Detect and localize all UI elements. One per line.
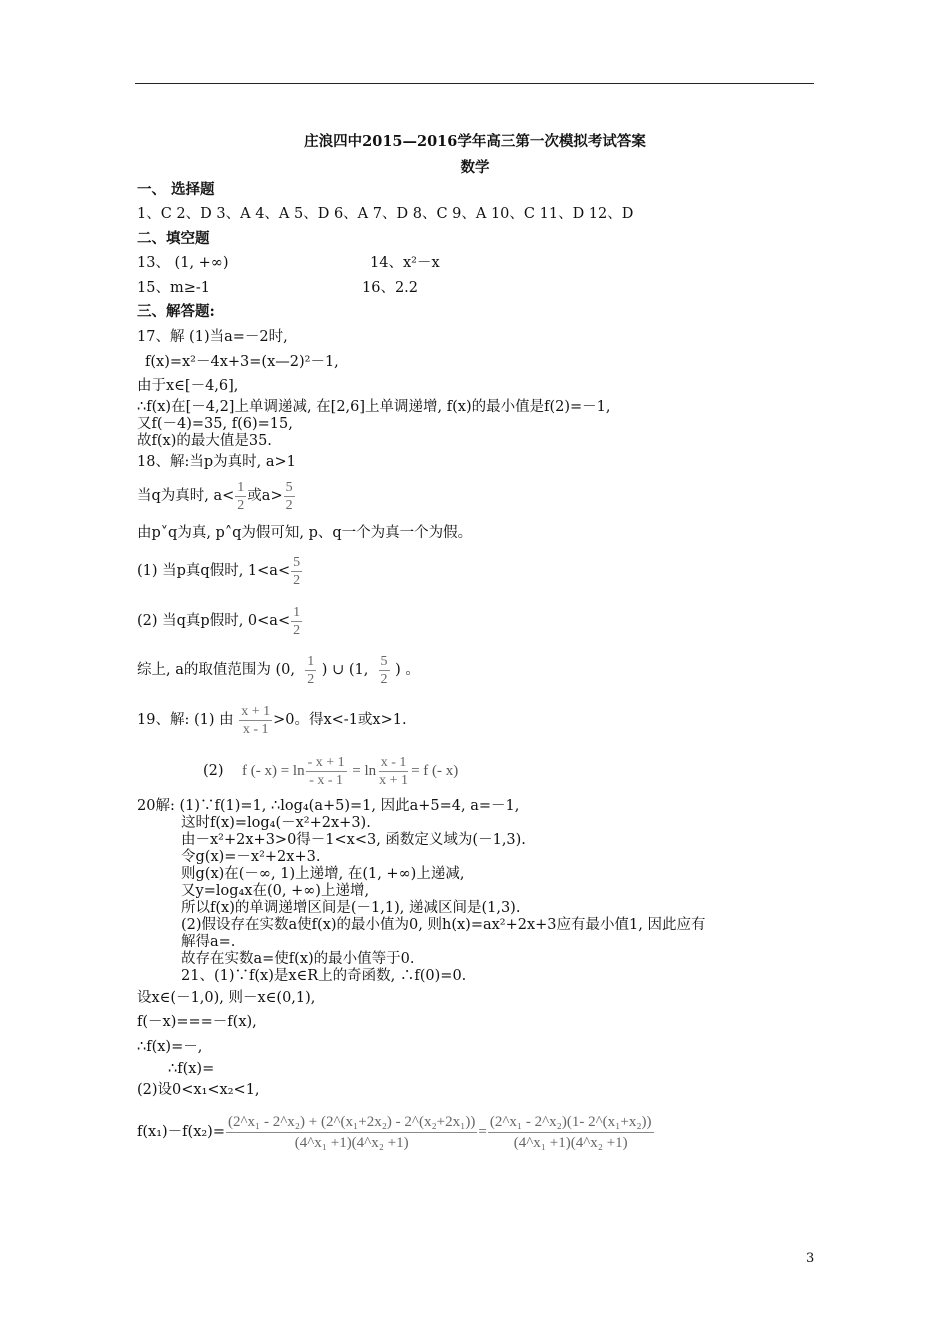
fill-13: 13、 (1, +∞) bbox=[137, 255, 229, 271]
section-solve: 三、解答题: bbox=[137, 303, 215, 320]
choice-answers: 1、C 2、D 3、A 4、A 5、D 6、A 7、D 8、C 9、A 10、C 11、D 12、D bbox=[137, 206, 634, 222]
fill-14: 14、x²－x bbox=[370, 255, 440, 271]
q21-line: f(－x)===－f(x), bbox=[137, 1014, 257, 1030]
fraction: $\frac{5}{2}$ bbox=[285, 479, 293, 513]
q21-line: 设x∈(－1,0), 则－x∈(0,1), bbox=[137, 990, 316, 1006]
q20-line: 这时f(x)=log₄(－x²+2x+3). bbox=[181, 815, 371, 831]
page-number: 3 bbox=[806, 1251, 815, 1266]
q21-line: ∴f(x)=－, bbox=[137, 1039, 203, 1055]
fraction: $\frac{x + 1}{x - 1}$ bbox=[241, 703, 271, 737]
q20-line: 21、(1)∵f(x)是x∈R上的奇函数, ∴f(0)=0. bbox=[181, 968, 467, 984]
fraction: $\frac{5}{2}$ bbox=[293, 554, 301, 588]
q21-formula: f(x₁)－f(x₂)= $\frac{\text{(2\textasciicircum{}x₁ - 2\textasciicircum{}x₂) + (2\textasciicircum{}(x₁+2x₂) - 2\textasciicircum{}(x₂+2x₁))}}{\text{(4\textasciicircum{}x₁ +1)(4\textasciicircum{}x₂ +1)}}$ = $\frac{\text{(2\textasciicircum{}x₁ - 2\textasciicircum{}x₂)(1- 2\textasciicircum{}(x₁+x₂))}}{\text{(4\textasciicircum{}x₁ +1)(4\textasciicircum{}x₂ +1)}}$ bbox=[137, 1113, 652, 1151]
q17-line: f(x)=x²－4x+3=(x—2)²－1, bbox=[145, 354, 339, 370]
fill-16: 16、2.2 bbox=[362, 280, 419, 296]
q18-line-1: 18、解:当p为真时, a>1 bbox=[137, 454, 296, 470]
fraction: $\frac{x - 1}{x + 1}$ bbox=[379, 754, 409, 788]
q20-line: 令g(x)=－x²+2x+3. bbox=[181, 849, 321, 865]
q17-line: 故f(x)的最大值是35. bbox=[137, 433, 272, 449]
fraction: $\frac{5}{2}$ bbox=[380, 653, 388, 687]
q18-line-3: 由p˅q为真, p˄q为假可知, p、q一个为真一个为假。 bbox=[137, 525, 473, 541]
q21-line: (2)设0<x₁<x₂<1, bbox=[137, 1082, 260, 1098]
q17-line: 由于x∈[－4,6], bbox=[137, 378, 239, 394]
q20-line: 由－x²+2x+3>0得－1<x<3, 函数定义域为(－1,3). bbox=[181, 832, 526, 848]
q18-line-6: 综上, a的取值范围为 (0, $\frac{1}{2}$ ) ∪ (1, $\frac{5}{2}$ ) 。 bbox=[137, 653, 420, 687]
q19-line-1: 19、解: (1) 由 $\frac{x + 1}{x - 1}$ >0。得x<-1或x>1. bbox=[137, 703, 407, 737]
q18-line-2: 当q为真时, a< $\frac{1}{2}$ 或a> $\frac{5}{2}$ bbox=[137, 479, 293, 513]
fraction: $\frac{1}{2}$ bbox=[307, 653, 315, 687]
fraction: $\frac{- x + 1}{- x - 1}$ bbox=[307, 754, 345, 788]
q19-line-2: (2) f (- x) = ln $\frac{- x + 1}{- x - 1}$ = ln $\frac{x - 1}{x + 1}$ = f (- x) bbox=[203, 754, 459, 788]
doc-subject: 数学 bbox=[460, 159, 490, 176]
fraction: $\frac{1}{2}$ bbox=[237, 479, 245, 513]
q21-line: ∴f(x)= bbox=[168, 1061, 215, 1077]
q18-line-5: (2) 当q真p假时, 0<a< $\frac{1}{2}$ bbox=[137, 604, 301, 638]
section-fill: 二、填空题 bbox=[137, 230, 210, 247]
q20-line: 故存在实数a=使f(x)的最小值等于0. bbox=[181, 951, 415, 967]
q20-line: 20解: (1)∵f(1)=1, ∴log₄(a+5)=1, 因此a+5=4, a=－1, bbox=[137, 798, 520, 814]
q17-line: 17、解 (1)当a=－2时, bbox=[137, 329, 288, 345]
q20-line: 又y=log₄x在(0, +∞)上递增, bbox=[181, 883, 370, 899]
q20-line: 解得a=. bbox=[181, 934, 236, 950]
q18-line-4: (1) 当p真q假时, 1<a< $\frac{5}{2}$ bbox=[137, 554, 301, 588]
q20-line: 所以f(x)的单调递增区间是(－1,1), 递减区间是(1,3). bbox=[181, 900, 521, 916]
fraction: $\frac{\text{(2\textasciicircum{}x₁ - 2\textasciicircum{}x₂) + (2\textasciicircum{}(x₁+2x₂) - 2\textasciicircum{}(x₂+2x₁))}}{\text{(4\textasciicircum{}x₁ +1)(4\textasciicircum{}x₂ +1)}}$ bbox=[228, 1113, 476, 1151]
doc-title: 庄浪四中2015—2016学年高三第一次模拟考试答案 bbox=[304, 133, 646, 150]
q20-line: 则g(x)在(－∞, 1)上递增, 在(1, +∞)上递减, bbox=[181, 866, 465, 882]
q17-line: ∴f(x)在[－4,2]上单调递减, 在[2,6]上单调递增, f(x)的最小值是f(2)=－1, bbox=[137, 399, 611, 415]
fill-15: 15、m≥-1 bbox=[137, 280, 210, 296]
section-choice: 一、 选择题 bbox=[137, 181, 215, 198]
q20-line: (2)假设存在实数a使f(x)的最小值为0, 则h(x)=ax²+2x+3应有最小值1, 因此应有 bbox=[181, 917, 706, 933]
fraction: $\frac{1}{2}$ bbox=[293, 604, 301, 638]
fraction: $\frac{\text{(2\textasciicircum{}x₁ - 2\textasciicircum{}x₂)(1- 2\textasciicircum{}(x₁+x₂))}}{\text{(4\textasciicircum{}x₁ +1)(4\textasciicircum{}x₂ +1)}}$ bbox=[489, 1113, 652, 1151]
q17-line: 又f(－4)=35, f(6)=15, bbox=[137, 416, 293, 432]
header-rule bbox=[135, 83, 814, 84]
